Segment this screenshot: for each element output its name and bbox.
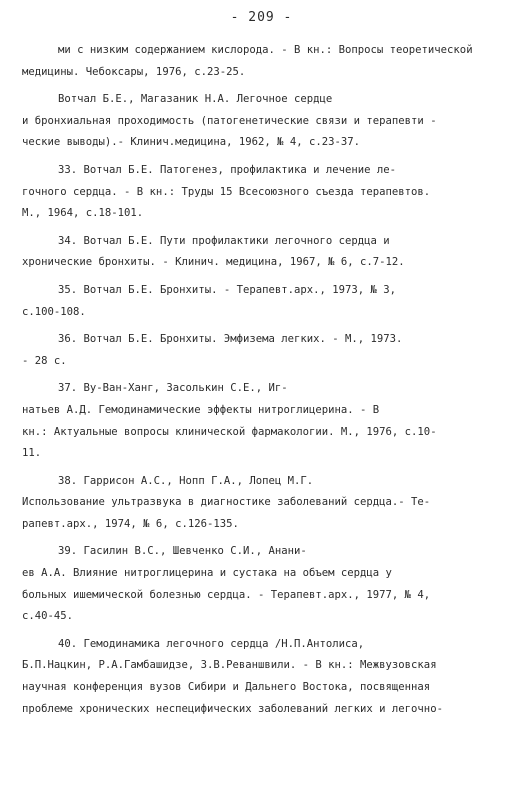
text-line: - 28 с. <box>22 354 67 367</box>
text-line: и бронхиальная проходимость (патогенетические связи и терапевти - <box>22 114 437 127</box>
text-line: 37. Ву-Ван-Ханг, Засолькин С.Е., Иг- <box>58 382 288 395</box>
text-line: 11. <box>22 447 42 460</box>
paragraph <box>22 541 502 627</box>
text-line: 38. Гаррисон А.С., Нопп Г.А., Лопец М.Г. <box>58 474 314 487</box>
paragraph <box>22 471 502 536</box>
text-line: хронические бронхиты. - Клинич. медицина, 1967, № 6, с.7-12. <box>22 256 405 269</box>
text-line: Вотчал Б.Е., Магазаник Н.А. Легочное сердце <box>58 93 333 106</box>
text-line: 33. Вотчал Б.Е. Патогенез, профилактика и лечение ле- <box>58 163 397 176</box>
text-line: 40. Гемодинамика легочного сердца /Н.П.Антолиса, <box>58 637 365 650</box>
paragraph <box>22 40 502 83</box>
text-line: больных ишемической болезнью сердца. - Терапевт.арх., 1977, № 4, <box>22 588 431 601</box>
paragraph <box>22 160 502 225</box>
text-line: кн.: Актуальные вопросы клинической фармакологии. М., 1976, с.10- <box>22 425 437 438</box>
paragraph <box>22 231 502 274</box>
text-line: с.100-108. <box>22 305 86 318</box>
text-line: 34. Вотчал Б.Е. Пути профилактики легочного сердца и <box>58 234 390 247</box>
paragraph <box>22 329 502 372</box>
text-line: Использование ультразвука в диагностике заболеваний сердца.- Те- <box>22 496 431 509</box>
text-line: ческие выводы).- Клинич.медицина, 1962, № 4, с.23-37. <box>22 136 361 149</box>
page-number: - 209 - <box>230 10 293 25</box>
paragraph <box>22 280 502 323</box>
paragraph <box>22 378 502 464</box>
text-line: 35. Вотчал Б.Е. Бронхиты. - Терапевт.арх., 1973, № 3, <box>58 283 397 296</box>
text-line: научная конференция вузов Сибири и Дальнего Востока, посвященная <box>22 681 431 694</box>
text-line: проблеме хронических неспецифических заболеваний легких и легочно- <box>22 702 443 715</box>
text-line: 39. Гасилин В.С., Шевченко С.И., Анани- <box>58 545 307 558</box>
text-line: ев А.А. Влияние нитроглицерина и сустака на объем сердца у <box>22 567 392 580</box>
text-line: М., 1964, с.18-101. <box>22 207 144 220</box>
text-line: с.40-45. <box>22 610 74 623</box>
text-line: медицины. Чебоксары, 1976, с.23-25. <box>22 65 246 78</box>
paragraph <box>22 89 502 154</box>
text-line: Б.П.Нацкин, Р.А.Гамбашидзе, З.В.Реваншвили. - В кн.: Межвузовская <box>22 659 437 672</box>
text-line: натьев А.Д. Гемодинамические эффекты нитроглицерина. - В <box>22 403 380 416</box>
text-line: гочного сердца. - В кн.: Труды 15 Всесоюзного съезда терапевтов. <box>22 185 431 198</box>
paragraph <box>22 634 502 720</box>
text-line: ми с низким содержанием кислорода. - В кн.: Вопросы теоретической <box>58 44 473 56</box>
text-line: 36. Вотчал Б.Е. Бронхиты. Эмфизема легких. - М., 1973. <box>58 333 403 346</box>
text-line: рапевт.арх., 1974, № 6, с.126-135. <box>22 517 239 530</box>
body-text <box>22 40 502 726</box>
